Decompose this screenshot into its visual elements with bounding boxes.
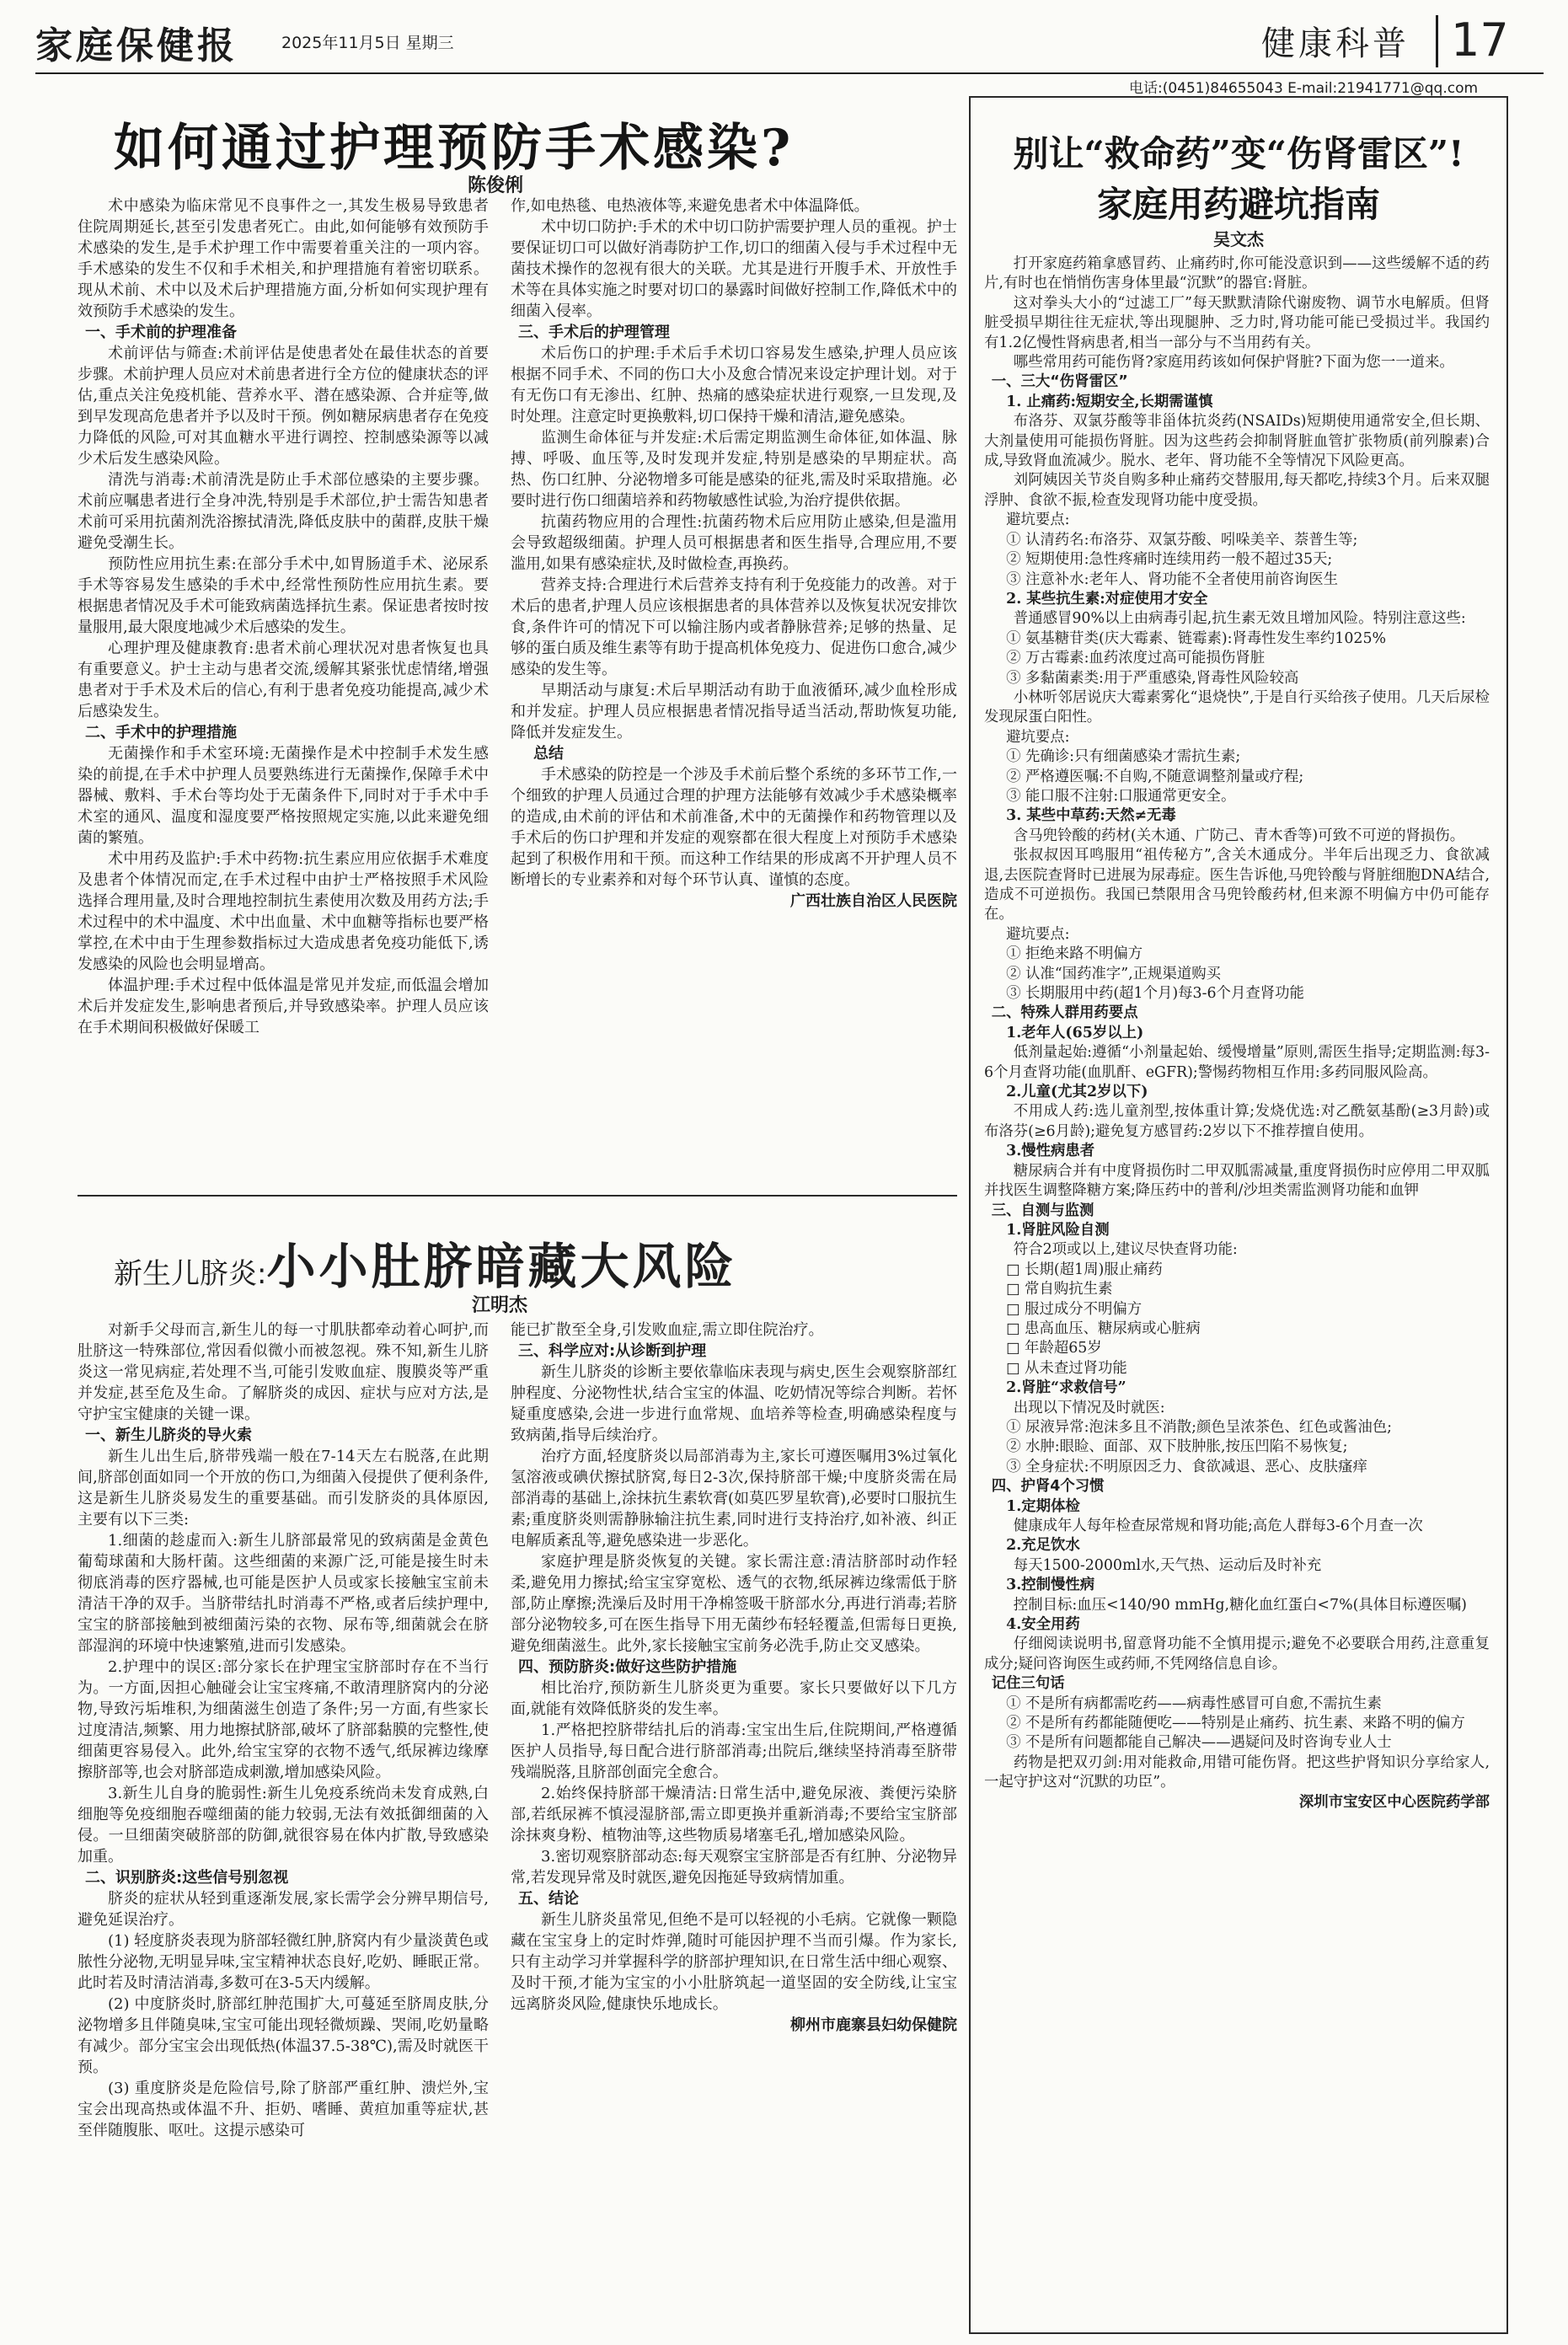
sub-heading: 3.慢性病患者 bbox=[1006, 1143, 1095, 1160]
list-item: ① 氨基糖苷类(庆大霉素、链霉素):肾毒性发生率约1025% bbox=[1006, 629, 1387, 647]
section-heading: 二、手术中的护理措施 bbox=[85, 724, 237, 742]
section-heading: 三、自测与监测 bbox=[991, 1202, 1094, 1219]
paragraph: 刘阿姨因关节炎自购多种止痛药交替服用,每天都吃,持续3个月。后来双腿浮肿、食欲不振,检查发现肾功能中度受损。 bbox=[984, 472, 1490, 509]
section-heading: 四、预防脐炎:做好这些防护措施 bbox=[518, 1658, 737, 1676]
contact-info: 电话:(0451)84655043 E-mail:21941771@qq.com bbox=[1129, 80, 1479, 97]
article1-column-1 bbox=[78, 195, 489, 1183]
paragraph: 术前评估与筛查:术前评估是使患者处在最佳状态的首要步骤。术前护理人员应对术前患者进行全方位的健康状态的评估,重点关注免疫机能、营养水平、潜在感染源、合并症等,做到早发现高危患者并予以及时干预。例如糖尿病患者存在免疫力降低的风险,可对其血糖水平进行调控、控制感染源等以减少术后发生感染风险。 bbox=[78, 345, 489, 468]
paragraph: 术中感染为临床常见不良事件之一,其发生极易导致患者住院周期延长,甚至引发患者死亡。由此,如何能够有效预防手术感染的发生,是手术护理工作中需要着重关注的一项内容。手术感染的发生不仅和手术相关,和护理措施有着密切联系。现从术前、术中以及术后护理措施方面,分析如何实现护理有效预防手术感染的发生。 bbox=[78, 197, 489, 320]
paragraph: 家庭护理是脐炎恢复的关键。家长需注意:清洁脐部时动作轻柔,避免用力擦拭;给宝宝穿宽松、透气的衣物,纸尿裤边缘需低于脐部,防止摩擦;洗澡后及时用干净棉签吸干脐部水分,再进行消毒;若脐部分泌物较多,可在医生指导下用无菌纱布轻轻覆盖,但需每日更换,避免细菌滋生。此外,家长接触宝宝前务必洗手,防止交叉感染。 bbox=[511, 1553, 957, 1655]
paragraph: 术后伤口的护理:手术后手术切口容易发生感染,护理人员应该根据不同手术、不同的伤口大小及愈合情况来设定护理计划。对于有无伤口有无渗出、红肿、热痛的感染症状进行观察,一旦发现,及时处理。注意定时更换敷料,切口保持干燥和清洁,避免感染。 bbox=[511, 345, 957, 426]
section-heading: 二、识别脐炎:这些信号别忽视 bbox=[85, 1869, 289, 1887]
paragraph: 对新手父母而言,新生儿的每一寸肌肤都牵动着心呵护,而肚脐这一特殊部位,常因看似微小而被忽视。殊不知,新生儿脐炎这一常见病症,若处理不当,可能引发败血症、腹膜炎等严重并发症,甚至危及生命。了解脐炎的成因、症状与应对方法,是守护宝宝健康的关键一课。 bbox=[78, 1321, 489, 1423]
sub-heading: 3.控制慢性病 bbox=[1006, 1577, 1095, 1594]
paragraph: 出现以下情况及时就医: bbox=[1013, 1399, 1165, 1416]
paragraph: (1) 轻度脐炎表现为脐部轻微红肿,脐窝内有少量淡黄色或脓性分泌物,无明显异味,宝宝精神状态良好,吃奶、睡眠正常。此时若及时清洁消毒,多数可在3-5天内缓解。 bbox=[78, 1932, 489, 1992]
paragraph: 相比治疗,预防新生儿脐炎更为重要。家长只要做好以下几方面,就能有效降低脐炎的发生率。 bbox=[511, 1679, 957, 1718]
list-item: ③ 能口服不注射:口服通常更安全。 bbox=[1006, 787, 1236, 805]
masthead-divider bbox=[1436, 15, 1438, 67]
paragraph: 体温护理:手术过程中低体温是常见并发症,而低温会增加术后并发症发生,影响患者预后,并导致感染率。护理人员应该在手术期间积极做好保暖工 bbox=[78, 977, 489, 1036]
list-item: 避坑要点: bbox=[1006, 925, 1070, 943]
paragraph: 预防性应用抗生素:在部分手术中,如胃肠道手术、泌尿系手术等容易发生感染的手术中,经常性预防性应用抗生素。要根据患者情况及手术可能致病菌选择抗生素。保证患者按时按量服用,最大限度地减少术后感染的发生。 bbox=[78, 555, 489, 636]
paragraph: 仔细阅读说明书,留意肾功能不全慎用提示;避免不必要联合用药,注意重复成分;疑问咨询医生或药师,不凭网络信息自诊。 bbox=[984, 1636, 1490, 1673]
paragraph: 健康成年人每年检查尿常规和肾功能;高危人群每3-6个月查一次 bbox=[1013, 1518, 1423, 1534]
list-item: ① 不是所有病都需吃药——病毒性感冒可自愈,不需抗生素 bbox=[1006, 1695, 1382, 1712]
list-item: ② 水肿:眼睑、面部、双下肢肿胀,按压凹陷不易恢复; bbox=[1006, 1438, 1348, 1456]
paragraph: 布洛芬、双氯芬酸等非甾体抗炎药(NSAIDs)短期使用通常安全,但长期、大剂量使用可能损伤肾脏。因为这些药会抑制肾脏血管扩张物质(前列腺素)合成,导致肾血流减少。脱水、老年、肾功能不全等情况下风险更高。 bbox=[984, 413, 1490, 470]
checklist-item: □ 患高血压、糖尿病或心脏病 bbox=[1006, 1320, 1201, 1337]
checklist-item: □ 长期(超1周)服止痛药 bbox=[1006, 1261, 1163, 1278]
page-number: 17 bbox=[1451, 13, 1509, 67]
list-item: ② 万古霉素:血药浓度过高可能损伤肾脏 bbox=[1006, 650, 1266, 667]
list-item: ③ 注意补水:老年人、肾功能不全者使用前咨询医生 bbox=[1006, 570, 1339, 588]
section-name: 健康科普 bbox=[1261, 24, 1410, 63]
paragraph: 不用成人药:选儿童剂型,按体重计算;发烧优选:对乙酰氨基酚(≥3月龄)或布洛芬(≥6月龄);避免复方感冒药:2岁以下不推荐擅自使用。 bbox=[984, 1103, 1490, 1140]
paragraph: 监测生命体征与并发症:术后需定期监测生命体征,如体温、脉搏、呼吸、血压等,及时发现并发症,特别是感染的早期症状。高热、伤口红肿、分泌物增多可能是感染的征兆,需及时采取措施。必要时进行伤口细菌培养和药物敏感性试验,为治疗提供依据。 bbox=[511, 429, 957, 510]
section-heading: 四、护肾4个习惯 bbox=[991, 1478, 1105, 1496]
article2-column-1 bbox=[78, 1320, 489, 2331]
paragraph: 作,如电热毯、电热液体等,来避免患者术中体温降低。 bbox=[511, 197, 870, 215]
sub-heading: 1.肾脏风险自测 bbox=[1006, 1221, 1110, 1239]
list-item: 避坑要点: bbox=[1006, 728, 1070, 746]
section-heading: 一、新生儿脐炎的导火索 bbox=[85, 1427, 252, 1444]
source-line: 柳州市鹿寨县妇幼保健院 bbox=[790, 2016, 957, 2034]
section-heading: 二、特殊人群用药要点 bbox=[991, 1004, 1138, 1022]
list-item: ② 短期使用:急性疼痛时连续用药一般不超过35天; bbox=[1006, 551, 1333, 569]
paragraph: 糖尿病合并有中度肾损伤时二甲双胍需减量,重度肾损伤时应停用二甲双胍并找医生调整降糖方案;降压药中的普利/沙坦类需监测肾功能和血钾 bbox=[984, 1162, 1490, 1200]
sub-heading: 总结 bbox=[533, 745, 564, 763]
paragraph: 普通感冒90%以上由病毒引起,抗生素无效且增加风险。特别注意这些: bbox=[1013, 610, 1466, 628]
list-item: ① 拒绝来路不明偏方 bbox=[1006, 945, 1143, 963]
sub-heading: 2.充足饮水 bbox=[1006, 1537, 1080, 1555]
paragraph: 1.严格把控脐带结扎后的消毒:宝宝出生后,住院期间,严格遵循医护人员指导,每日配合进行脐部消毒;出院后,继续坚持消毒至脐带残端脱落,且脐部创面完全愈合。 bbox=[511, 1721, 957, 1781]
paragraph: (2) 中度脐炎时,脐部红肿范围扩大,可蔓延至脐周皮肤,分泌物增多且伴随臭味,宝宝可能出现轻微烦躁、哭闹,吃奶量略有减少。部分宝宝会出现低热(体温37.5-38℃),需及时就医干预。 bbox=[78, 1995, 489, 2076]
sub-heading: 3. 某些中草药:天然≠无毒 bbox=[1006, 807, 1176, 825]
paragraph: 新生儿脐炎的诊断主要依靠临床表现与病史,医生会观察脐部红肿程度、分泌物性状,结合宝宝的体温、吃奶情况等综合判断。若怀疑重度感染,会进一步进行血常规、血培养等检查,明确感染程度与致病菌,指导后续治疗。 bbox=[511, 1363, 957, 1444]
paragraph: 手术感染的防控是一个涉及手术前后整个系统的多环节工作,一个细致的护理人员通过合理的护理方法能够有效减少手术感染概率的造成,由术前的评估和术前准备,术中的无菌操作和药物管理以及手术后的伤口护理和并发症的观察都在很大程度上对预防手术感染起到了积极作用和干预。而这种工作结果的形成离不开护理人员不断增长的专业素养和对每个环节认真、谨慎的态度。 bbox=[511, 766, 957, 889]
article1-title: 如何通过护理预防手术感染? bbox=[114, 119, 795, 178]
checklist-item: □ 年龄超65岁 bbox=[1006, 1340, 1102, 1357]
sub-heading: 2.儿童(尤其2岁以下) bbox=[1006, 1084, 1148, 1101]
masthead bbox=[35, 12, 1544, 71]
article1-column-2 bbox=[511, 195, 957, 1183]
list-item: ② 认准“国药准字”,正规渠道购买 bbox=[1006, 965, 1222, 982]
section-heading: 三、科学应对:从诊断到护理 bbox=[518, 1342, 707, 1360]
section-heading: 一、三大“伤肾雷区” bbox=[991, 373, 1128, 391]
sub-heading: 4.安全用药 bbox=[1006, 1616, 1080, 1634]
paragraph: 药物是把双刃剑:用对能救命,用错可能伤肾。把这些护肾知识分享给家人,一起守护这对“沉默的功臣”。 bbox=[984, 1753, 1490, 1791]
paragraph: 无菌操作和手术室环境:无菌操作是术中控制手术发生感染的前提,在手术中护理人员要熟练进行无菌操作,保障手术中器械、敷料、手术台等均处于无菌条件下,同时对于手术中手术室的通风、温度和湿度要严格按照规定实施,以此来避免细菌的繁殖。 bbox=[78, 745, 489, 847]
paragraph: 1.细菌的趁虚而入:新生儿脐部最常见的致病菌是金黄色葡萄球菌和大肠杆菌。这些细菌的来源广泛,可能是接生时未彻底消毒的医疗器械,也可能是医护人员或家长接触宝宝前未清洁干净的双手。当脐带结扎时消毒不严格,或者后续护理中,宝宝的脐部接触到被细菌污染的衣物、尿布等,细菌就会在脐部湿润的环境中快速繁殖,进而引发感染。 bbox=[78, 1532, 489, 1655]
paragraph: 脐炎的症状从轻到重逐渐发展,家长需学会分辨早期信号,避免延误治疗。 bbox=[78, 1890, 489, 1929]
paragraph: 治疗方面,轻度脐炎以局部消毒为主,家长可遵医嘱用3%过氧化氢溶液或碘伏擦拭脐窝,每日2-3次,保持脐部干燥;中度脐炎需在局部消毒的基础上,涂抹抗生素软膏(如莫匹罗星软膏),必要时口服抗生素;重度脐炎则需静脉输注抗生素,同时进行支持治疗,如补液、纠正电解质紊乱等,避免感染进一步恶化。 bbox=[511, 1448, 957, 1550]
list-item: ② 不是所有药都能随便吃——特别是止痛药、抗生素、来路不明的偏方 bbox=[1006, 1715, 1465, 1732]
paragraph: 每天1500-2000ml水,天气热、运动后及时补充 bbox=[1013, 1556, 1322, 1574]
paragraph: 含马兜铃酸的药材(关木通、广防己、青木香等)可致不可逆的肾损伤。 bbox=[1013, 827, 1465, 844]
paragraph: 营养支持:合理进行术后营养支持有利于免疫能力的改善。对于术后的患者,护理人员应该根据患者的具体营养以及恢复状况安排饮食,条件许可的情况下可以输注肠内或者静脉营养;足够的热量、足够的蛋白质及维生素等有助于提高机体免疫力、促进伤口愈合,减少感染的发生等。 bbox=[511, 576, 957, 678]
sub-heading: 1.老年人(65岁以上) bbox=[1006, 1024, 1144, 1041]
paragraph: 3.密切观察脐部动态:每天观察宝宝脐部是否有红肿、分泌物异常,若发现异常及时就医,避免因拖延导致病情加重。 bbox=[511, 1848, 957, 1887]
list-item: ③ 多黏菌素类:用于严重感染,肾毒性风险较高 bbox=[1006, 669, 1299, 687]
paragraph: 2.始终保持脐部干燥清洁:日常生活中,避免尿液、粪便污染脐部,若纸尿裤不慎浸湿脐部,需立即更换并重新消毒;不要给宝宝脐部涂抹爽身粉、植物油等,这些物质易堵塞毛孔,增加感染风险。 bbox=[511, 1785, 957, 1844]
paragraph: 张叔叔因耳鸣服用“祖传秘方”,含关木通成分。半年后出现乏力、食欲减退,去医院查肾时已进展为尿毒症。医生告诉他,马兜铃酸与肾脏细胞DNA结合,造成不可逆损伤。我国已禁限用含马兜铃酸药材,但来源不明偏方中仍可能存在。 bbox=[984, 847, 1490, 924]
paragraph: 2.护理中的误区:部分家长在护理宝宝脐部时存在不当行为。一方面,因担心触碰会让宝宝疼痛,不敢清理脐窝内的分泌物,导致污垢堆积,为细菌滋生创造了条件;另一方面,有些家长过度清洁,频繁、用力地擦拭脐部,破坏了脐部黏膜的完整性,使细菌更容易侵入。此外,给宝宝穿的衣物不透气,纸尿裤边缘摩擦脐部等,也会对脐部造成刺激,增加感染风险。 bbox=[78, 1658, 489, 1781]
list-item: 避坑要点: bbox=[1006, 511, 1070, 529]
checklist-item: □ 常自购抗生素 bbox=[1006, 1281, 1113, 1298]
list-item: ② 严格遵医嘱:不自购,不随意调整剂量或疗程; bbox=[1006, 768, 1304, 785]
article3-body bbox=[984, 254, 1490, 2324]
article2-title bbox=[114, 1227, 736, 1298]
source-line: 广西壮族自治区人民医院 bbox=[790, 892, 957, 910]
sub-heading: 1.定期体检 bbox=[1006, 1497, 1080, 1515]
section-heading: 记住三句话 bbox=[991, 1675, 1065, 1693]
article2-author: 江明杰 bbox=[472, 1295, 528, 1316]
article2-title-main: 小小肚脐暗藏大风险 bbox=[266, 1238, 737, 1295]
list-item: ① 尿液异常:泡沫多且不消散;颜色呈浓茶色、红色或酱油色; bbox=[1006, 1418, 1392, 1436]
paragraph: 术中用药及监护:手术中药物:抗生素应用应依据手术难度及患者个体情况而定,在手术过程中由护士严格按照手术风险选择合理用量,及时合理地控制抗生素使用次数及用药方法;手术过程中的术中温度、术中出血量、术中血糖等指标也要严格掌控,在术中由于生理参数指标过大造成患者免疫功能低下,诱发感染的风险也会明显增高。 bbox=[78, 850, 489, 973]
masthead-rule bbox=[35, 72, 1544, 74]
paragraph: 早期活动与康复:术后早期活动有助于血液循环,减少血栓形成和并发症。护理人员应根据患者情况指导适当活动,帮助恢复功能,降低并发症发生。 bbox=[511, 682, 957, 742]
article3-title-line2: 家庭用药避坑指南 bbox=[1096, 184, 1380, 225]
sub-heading: 1. 止痛药:短期安全,长期需谨慎 bbox=[1006, 393, 1213, 410]
sub-heading: 2. 某些抗生素:对症使用才安全 bbox=[1006, 590, 1208, 608]
paragraph: 心理护理及健康教育:患者术前心理状况对患者恢复也具有重要意义。护士主动与患者交流,缓解其紧张忧虑情绪,增强患者对于手术及术后的信心,有利于患者免疫功能提高,减少术后感染发生。 bbox=[78, 640, 489, 720]
paragraph: 清洗与消毒:术前清洗是防止手术部位感染的主要步骤。术前应嘱患者进行全身冲洗,特别是手术部位,护士需告知患者术前可采用抗菌剂洗浴擦拭清洗,降低皮肤中的菌群,皮肤干燥避免受潮生长。 bbox=[78, 471, 489, 552]
paragraph: 抗菌药物应用的合理性:抗菌药物术后应用防止感染,但是滥用会导致超级细菌。护理人员可根据患者和医生指导,合理应用,不要滥用,如果有感染症状,及时做检查,再换药。 bbox=[511, 513, 957, 573]
paragraph: 小林听邻居说庆大霉素雾化“退烧快”,于是自行买给孩子使用。几天后尿检发现尿蛋白阳性。 bbox=[984, 688, 1490, 726]
paragraph: 低剂量起始:遵循“小剂量起始、缓慢增量”原则,需医生指导;定期监测:每3-6个月查肾功能(血肌酐、eGFR);警惕药物相互作用:多药同服风险高。 bbox=[984, 1044, 1490, 1081]
source-line: 深圳市宝安区中心医院药学部 bbox=[1298, 1793, 1490, 1811]
paragraph: 新生儿脐炎虽常见,但绝不是可以轻视的小毛病。它就像一颗隐藏在宝宝身上的定时炸弹,随时可能因护理不当而引爆。作为家长,只有主动学习并掌握科学的脐部护理知识,在日常生活中细心观察、及时干预,才能为宝宝的小小肚脐筑起一道坚固的安全防线,让宝宝远离脐炎风险,健康快乐地成长。 bbox=[511, 1911, 957, 2013]
issue-date: 2025年11月5日 星期三 bbox=[281, 34, 454, 52]
article2-title-prefix: 新生儿脐炎: bbox=[114, 1257, 267, 1291]
list-item: ③ 全身症状:不明原因乏力、食欲减退、恶心、皮肤瘙痒 bbox=[1006, 1458, 1367, 1475]
section-divider bbox=[78, 1195, 957, 1197]
article3-author: 吴文杰 bbox=[1213, 229, 1264, 249]
newspaper-title: 家庭保健报 bbox=[35, 24, 238, 67]
list-item: ③ 长期服用中药(超1个月)每3-6个月查肾功能 bbox=[1006, 985, 1304, 1003]
checklist-item: □ 服过成分不明偏方 bbox=[1006, 1300, 1143, 1318]
section-heading: 一、手术前的护理准备 bbox=[85, 324, 237, 341]
section-heading: 三、手术后的护理管理 bbox=[518, 324, 670, 341]
list-item: ① 先确诊:只有细菌感染才需抗生素; bbox=[1006, 748, 1241, 766]
paragraph: 符合2项或以上,建议尽快查肾功能: bbox=[1013, 1241, 1238, 1259]
paragraph: 3.新生儿自身的脆弱性:新生儿免疫系统尚未发育成熟,白细胞等免疫细胞吞噬细菌的能力较弱,无法有效抵御细菌的入侵。一旦细菌突破脐部的防御,就很容易在体内扩散,导致感染加重。 bbox=[78, 1785, 489, 1866]
paragraph: 控制目标:血压<140/90 mmHg,糖化血红蛋白<7%(具体目标遵医嘱) bbox=[1013, 1596, 1467, 1614]
paragraph: 哪些常用药可能伤肾?家庭用药该如何保护肾脏?下面为您一一道来。 bbox=[1013, 354, 1454, 372]
paragraph: 打开家庭药箱拿感冒药、止痛药时,你可能没意识到——这些缓解不适的药片,有时也在悄悄伤害身体里最“沉默”的器官:肾脏。 bbox=[984, 255, 1490, 292]
list-item: ③ 不是所有问题都能自己解决——遇疑问及时咨询专业人士 bbox=[1006, 1734, 1392, 1752]
paragraph: 这对拳头大小的“过滤工厂”每天默默清除代谢废物、调节水电解质。但肾脏受损早期往往无症状,等出现腿肿、乏力时,肾功能可能已受损过半。我国约有1.2亿慢性肾病患者,相当一部分与不当用药有关。 bbox=[984, 294, 1490, 351]
list-item: ① 认清药名:布洛芬、双氯芬酸、吲哚美辛、萘普生等; bbox=[1006, 531, 1358, 549]
article1-author: 陈俊俐 bbox=[468, 175, 524, 196]
paragraph: 术中切口防护:手术的术中切口防护需要护理人员的重视。护士要保证切口可以做好消毒防护工作,切口的细菌入侵与手术过程中无菌技术操作的忽视有很大的关联。尤其是进行开腹手术、开放性手术等在具体实施之时要对切口的暴露时间做好控制工作,降低术中的细菌入侵率。 bbox=[511, 218, 957, 320]
sub-heading: 2.肾脏“求救信号” bbox=[1006, 1379, 1126, 1397]
checklist-item: □ 从未查过肾功能 bbox=[1006, 1359, 1127, 1377]
section-heading: 五、结论 bbox=[518, 1890, 579, 1908]
paragraph: (3) 重度脐炎是危险信号,除了脐部严重红肿、溃烂外,宝宝会出现高热或体温不升、拒奶、嗜睡、黄疸加重等症状,甚至伴随腹胀、呕吐。这提示感染可 bbox=[78, 2080, 489, 2139]
paragraph: 新生儿出生后,脐带残端一般在7-14天左右脱落,在此期间,脐部创面如同一个开放的伤口,为细菌入侵提供了便利条件,这是新生儿脐炎易发生的重要基础。而引发脐炎的具体原因,主要有以下三类: bbox=[78, 1448, 489, 1529]
paragraph: 能已扩散至全身,引发败血症,需立即住院治疗。 bbox=[511, 1321, 824, 1339]
article2-column-2 bbox=[511, 1320, 957, 2331]
article3-title-line1: 别让“救命药”变“伤肾雷区”! bbox=[1013, 133, 1464, 174]
